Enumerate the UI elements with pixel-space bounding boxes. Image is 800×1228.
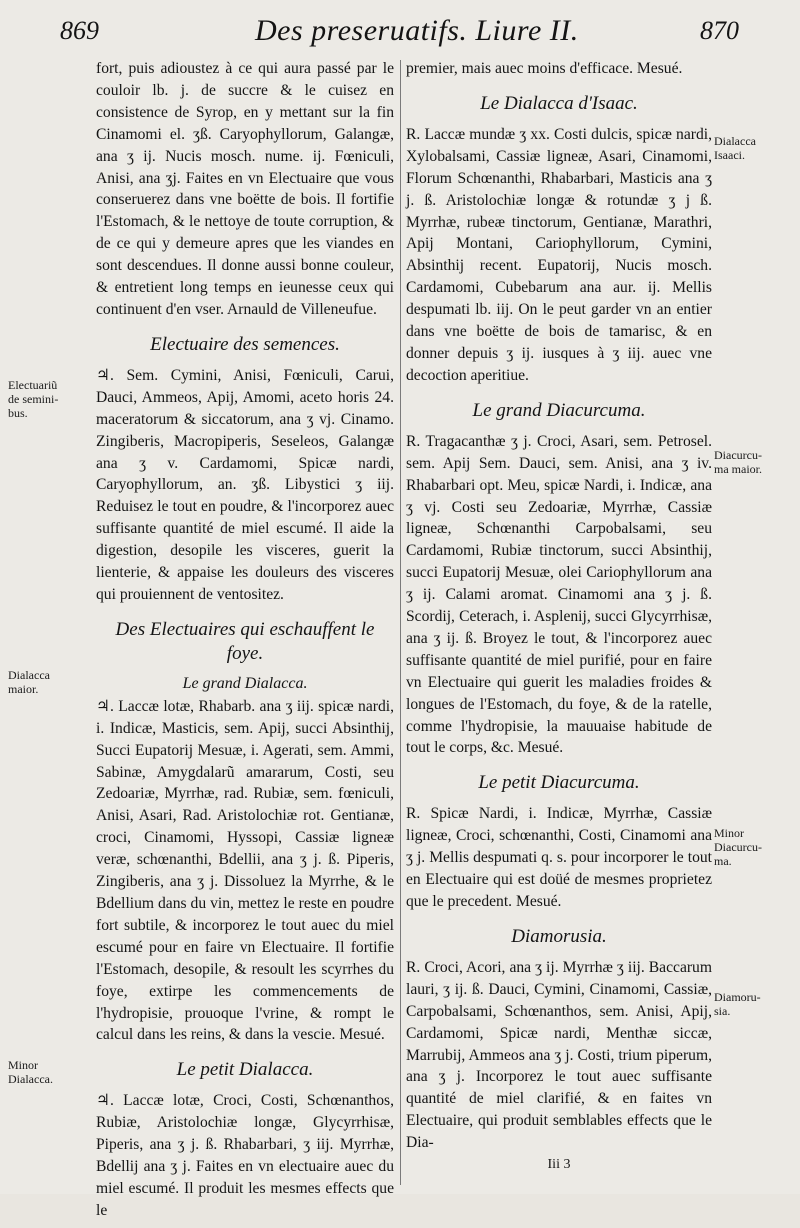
subheading-grand-dialacca: Le grand Dialacca.: [182, 674, 308, 692]
section-heading-dialacca-isaac: Le Dialacca d'Isaac.: [480, 92, 638, 114]
paragraph-grand-diacurcuma: R. Tragacanthæ ʒ j. Croci, Asari, sem. Petrosel. sem. Apij Sem. Dauci, sem. Anisi, ana ʒ iv. Rhabarbari opt. Meu, spicæ Nardi, i. Indicæ, ana ʒ vj. Costi seu Zedoariæ, Myrrhæ, Cassiæ ligneæ, Schœnanthi Carpobalsami, seu Cardamomi, Rubiæ tinctorum, succi Absinthij, succi Eupatorij Mesuæ, olei Cariophyllorum ana ʒ ij. Calami aromat. Cinamomi ana ʒ j. ß. Scordij, Ceterach, i. Asplenij, succi Glycyrrhisæ, ana ʒ ij. ß. Broyez le tout, & l'incorporez auec suffisante quantité de miel purifié, pour en faire vn Electuaire qui guerit les maladies froides & longues de l'Estomach, du foye, & de la ratelle, comme l'hydropisie, la mauuaise habitude de tout le corps, &c. Mesué.: [406, 432, 712, 757]
section-heading-petit-diacurcuma: Le petit Diacurcuma.: [478, 772, 640, 794]
margin-note-dialacca-maior: Dialacca maior.: [8, 668, 50, 696]
left-column: [96, 58, 394, 1228]
paragraph-continuation: fort, puis adioustez à ce qui aura passé par le couloir lb. j. de succre & le cuisez en consistence de Syrop, en y mettant sur la fin Cinamomi el. ʒß. Caryophyllorum, Galangæ, ana ʒ ij. Nucis mosch. nume. ij. Fœniculi, Anisi, ana ʒj. Faites en vn Electuaire que vous conseruerez dans vne boëtte de bois. Il fortifie l'Estomach, & le nettoye de toute corruption, & de ce qui y demeure apres que les viandes en sont descendues. Il donne aussi bonne couleur, & entretient long temps en ieunesse ceux qui continuent d'en vser. Arnauld de Villeneufue.: [96, 60, 394, 318]
paragraph-grand-dialacca: ♃. Laccæ lotæ, Rhabarb. ana ʒ iij. spicæ nardi, i. Indicæ, Masticis, sem. Apij, succi Absinthij, Succi Eupatorij Mesuæ, i. Agerati, sem. Ammi, Sabinæ, Amygdalarũ amararum, Costi, seu Zedoariæ, Myrrhæ, rad. Rubiæ, sem. fœniculi, Anisi, Asari, Rad. Aristolochiæ rot. Gentianæ, croci, Cinamomi, Hyssopi, Cassiæ ligneæ veræ, schœnanthi, Bdellii, ana ʒ j. ß. Piperis, Zingiberis, ana ʒ j. Dissoluez la Myrrhe, & le Bdellium dans du vin, mettez le reste en poudre fort subtile, & incorporez le tout auec du miel escumé pour en faire vn Electuaire. Il fortifie l'Estomach, desopile, & resoult les scyrrhes du foye, extirpe les commencements de l'hydropisie, prouoque l'vrine, & rompt le calcul dans les reins, & dans la vescie. Mesué.: [96, 697, 394, 1044]
margin-note-diamorusia: Diamoru- sia.: [714, 990, 761, 1018]
margin-note-diacurcuma-maior: Diacurcu- ma maior.: [714, 448, 762, 476]
section-heading-grand-diacurcuma: Le grand Diacurcuma.: [472, 399, 646, 421]
paragraph-petit-dialacca: ♃. Laccæ lotæ, Croci, Costi, Schœnanthos, Rubiæ, Aristolochiæ longæ, Glycyrrhisæ, Piperis, ana ʒ j. ß. Rhabarbari, ʒ iij. Myrrhæ, Bdellij ana ʒ j. Faites en vn electuaire auec du miel escumé. Il produit les mesmes effects que le: [96, 1092, 394, 1219]
paragraph-petit-diacurcuma: R. Spicæ Nardi, i. Indicæ, Myrrhæ, Cassiæ ligneæ, Croci, schœnanthi, Costi, Cinamomi ana ʒ j. Mellis despumati q. s. pour incorporer le tout en Electuaire qui est doüé de mesmes proprietez que le precedent. Mesué.: [406, 805, 712, 910]
catchword-signature: Iii 3: [547, 1157, 571, 1173]
page-number-left: 869: [60, 16, 99, 45]
section-heading-petit-dialacca: Le petit Dialacca.: [176, 1059, 314, 1081]
page-number-right: 870: [700, 16, 739, 45]
paragraph-electuaire-semences: ♃. Sem. Cymini, Anisi, Fœniculi, Carui, Dauci, Ammeos, Apij, Amomi, aceto horis 24. maceratorum & siccatorum, ana ʒ vj. Cinamo. Zingiberis, Macropiperis, Seseleos, Galangæ ana ʒ v. Cardamomi, Spicæ nardi, Caryophyllorum, an. ʒß. Libystici ʒ iij. Reduisez le tout en poudre, & l'incorporez auec suffisante quantité de miel escumé. Il aide la digestion, desopile les visceres, guerit la lienterie, & appaise les douleurs des visceres qui prouiennent de ventositez.: [96, 366, 394, 603]
right-column: [406, 58, 712, 1180]
section-heading-electuaire-semences: Electuaire des semences.: [150, 333, 340, 355]
column-divider: [400, 60, 401, 1185]
margin-note-dialacca-isaaci: Dialacca Isaaci.: [714, 134, 756, 162]
section-heading-electuaires-foye: Des Electuaires qui eschauffent le foye.: [115, 618, 375, 664]
paragraph-diamorusia: R. Croci, Acori, ana ʒ ij. Myrrhæ ʒ iij. Baccarum lauri, ʒ ij. ß. Dauci, Cymini, Cinamomi, Cassiæ, Carpobalsami, Schœnanthos, sem. Anisi, Apij, Cardamomi, Spicæ nardi, Menthæ siccæ, Marrubij, Ammeos ana ʒ j. Costi, trium piperum, ana ʒ j. Incorporez le tout auec suffisante quantité de miel clarifié, & en faites vn Electuaire, qui produit semblables effects que le Dia-: [406, 958, 712, 1152]
section-heading-diamorusia: Diamorusia.: [511, 925, 607, 947]
paragraph-continuation-right: premier, mais auec moins d'efficace. Mesué.: [406, 60, 683, 77]
margin-note-minor-diacurcuma: Minor Diacurcu- ma.: [714, 826, 762, 868]
margin-note-minor-dialacca: Minor Dialacca.: [8, 1058, 53, 1086]
paragraph-dialacca-isaac: R. Laccæ mundæ ʒ xx. Costi dulcis, spicæ nardi, Xylobalsami, Cassiæ ligneæ, Asari, Cinamomi, Florum Schœnanthi, Rhabarbari, Masticis ana ʒ j. ß. Aristolochiæ longæ & rotundæ ʒ j ß. Myrrhæ, rubeæ tinctorum, Gentianæ, Marathri, Apij Montani, Cariophyllorum, Cymini, Absinthij recent. Eupatorij, Nucis mosch. Cardamomi, Cubebarum ana aur. ij. Mellis despumati lb. iij. On le peut garder vn an entier dans vne boëtte de bois de tamarisc, & en donner depuis ʒ ij. iusques à ʒ iij. auec vne decoction aperitiue.: [406, 125, 712, 384]
running-header: [0, 10, 800, 60]
margin-note-electuarium-seminibus: Electuariũ de semini- bus.: [8, 378, 59, 420]
running-title: Des preseruatifs. Liure II.: [255, 14, 579, 47]
